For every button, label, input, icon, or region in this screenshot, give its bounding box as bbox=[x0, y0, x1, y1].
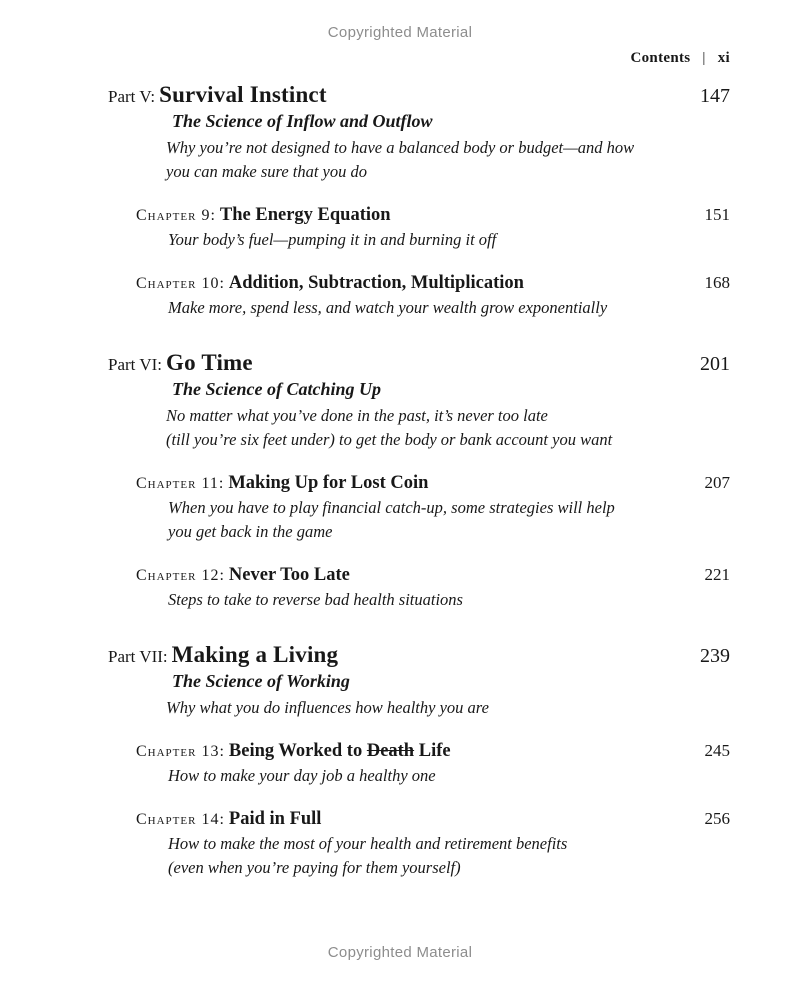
part-description-line: No matter what you’ve done in the past, it’s never too late bbox=[166, 406, 548, 425]
part-description bbox=[166, 136, 730, 184]
chapter-description bbox=[168, 588, 730, 612]
chapter-description-line: How to make the most of your health and retirement benefits bbox=[168, 834, 568, 853]
chapter-description-line: Your body’s fuel—pumping it in and burning it off bbox=[168, 230, 497, 249]
part-page-number: 201 bbox=[700, 353, 730, 375]
part-row bbox=[108, 82, 730, 108]
chapter-title-text: Life bbox=[414, 741, 451, 761]
chapter-heading bbox=[136, 741, 451, 762]
part-title: Making a Living bbox=[171, 642, 339, 667]
chapter-title-text: Never Too Late bbox=[228, 565, 350, 585]
watermark-bottom: Copyrighted Material bbox=[327, 944, 473, 961]
page-header bbox=[631, 50, 731, 67]
chapter-description-line: Steps to take to reverse bad health situations bbox=[168, 590, 463, 609]
part-description-line: (till you’re six feet under) to get the body or bank account you want bbox=[166, 430, 613, 449]
chapter-entry-14 bbox=[136, 809, 730, 880]
chapter-description-line: How to make your day job a healthy one bbox=[168, 766, 436, 785]
chapter-label: Chapter 13: bbox=[136, 743, 225, 760]
chapter-description-line: (even when you’re paying for them yourself) bbox=[168, 858, 461, 877]
chapter-title-text: Making Up for Lost Coin bbox=[228, 473, 429, 493]
chapter-title bbox=[229, 741, 451, 761]
chapter-description-line: Make more, spend less, and watch your wealth grow exponentially bbox=[168, 298, 608, 317]
chapter-row bbox=[136, 205, 730, 226]
watermark-top: Copyrighted Material bbox=[327, 24, 473, 41]
part-subtitle: The Science of Inflow and Outflow bbox=[172, 111, 433, 131]
chapter-description bbox=[168, 228, 730, 252]
part-heading bbox=[108, 350, 253, 376]
table-of-contents bbox=[108, 82, 730, 880]
chapter-label: Chapter 12: bbox=[136, 567, 225, 584]
chapter-entry-9 bbox=[136, 205, 730, 252]
part-label: Part VII: bbox=[108, 647, 168, 666]
chapter-entry-11 bbox=[136, 473, 730, 544]
part-description bbox=[166, 404, 730, 452]
part-description-line: Why what you do influences how healthy you are bbox=[166, 698, 489, 717]
header-page-number: xi bbox=[717, 50, 730, 66]
part-subtitle: The Science of Working bbox=[172, 671, 350, 691]
chapter-title bbox=[229, 565, 350, 585]
chapter-title-text: Paid in Full bbox=[228, 809, 322, 829]
part-title: Survival Instinct bbox=[159, 82, 327, 107]
chapter-entry-10 bbox=[136, 273, 730, 320]
chapter-row bbox=[136, 741, 730, 762]
chapter-description-line: When you have to play financial catch-up, some strategies will help bbox=[168, 498, 615, 517]
chapter-description bbox=[168, 832, 730, 880]
chapter-page-number: 221 bbox=[704, 565, 730, 584]
chapter-label: Chapter 9: bbox=[136, 207, 216, 224]
part-heading bbox=[108, 82, 327, 108]
chapter-label: Chapter 10: bbox=[136, 275, 225, 292]
chapter-heading bbox=[136, 565, 350, 586]
chapter-title bbox=[229, 809, 322, 829]
chapter-page-number: 151 bbox=[704, 205, 730, 224]
contents-title: Contents bbox=[630, 50, 691, 66]
part-description bbox=[166, 696, 730, 720]
chapter-heading bbox=[136, 809, 321, 830]
chapter-title bbox=[220, 205, 391, 225]
chapter-row bbox=[136, 273, 730, 294]
part-description-line: Why you’re not designed to have a balanced body or budget—and how bbox=[166, 138, 635, 157]
part-label: Part V: bbox=[108, 87, 156, 106]
chapter-heading bbox=[136, 473, 428, 494]
chapter-page-number: 256 bbox=[704, 809, 730, 828]
chapter-heading bbox=[136, 205, 391, 226]
chapter-page-number: 245 bbox=[704, 741, 730, 760]
chapter-page-number: 207 bbox=[704, 473, 730, 492]
part-section-v bbox=[108, 82, 730, 320]
part-subtitle: The Science of Catching Up bbox=[172, 379, 381, 399]
chapter-title-struck-text: Death bbox=[366, 741, 415, 761]
part-page-number: 239 bbox=[700, 645, 730, 667]
header-separator: | bbox=[702, 50, 706, 66]
chapter-title-text: Being Worked to bbox=[228, 741, 367, 761]
chapter-label: Chapter 14: bbox=[136, 811, 225, 828]
part-heading bbox=[108, 642, 338, 668]
chapter-label: Chapter 11: bbox=[136, 475, 225, 492]
chapter-description bbox=[168, 764, 730, 788]
part-row bbox=[108, 642, 730, 668]
chapter-title bbox=[229, 273, 524, 293]
chapter-title-text: Addition, Subtraction, Multiplication bbox=[228, 273, 524, 293]
part-description-line: you can make sure that you do bbox=[166, 162, 368, 181]
chapter-description bbox=[168, 296, 730, 320]
chapter-description bbox=[168, 496, 730, 544]
chapter-entry-12 bbox=[136, 565, 730, 612]
chapter-entry-13 bbox=[136, 741, 730, 788]
chapter-row bbox=[136, 809, 730, 830]
chapter-row bbox=[136, 565, 730, 586]
chapter-title-text: The Energy Equation bbox=[219, 205, 391, 225]
chapter-row bbox=[136, 473, 730, 494]
part-title: Go Time bbox=[166, 350, 253, 375]
chapter-description-line: you get back in the game bbox=[168, 522, 333, 541]
part-label: Part VI: bbox=[108, 355, 162, 374]
part-section-vi bbox=[108, 350, 730, 612]
chapter-title bbox=[228, 473, 428, 493]
part-row bbox=[108, 350, 730, 376]
chapter-heading bbox=[136, 273, 524, 294]
chapter-page-number: 168 bbox=[704, 273, 730, 292]
part-section-vii bbox=[108, 642, 730, 880]
part-page-number: 147 bbox=[700, 85, 730, 107]
